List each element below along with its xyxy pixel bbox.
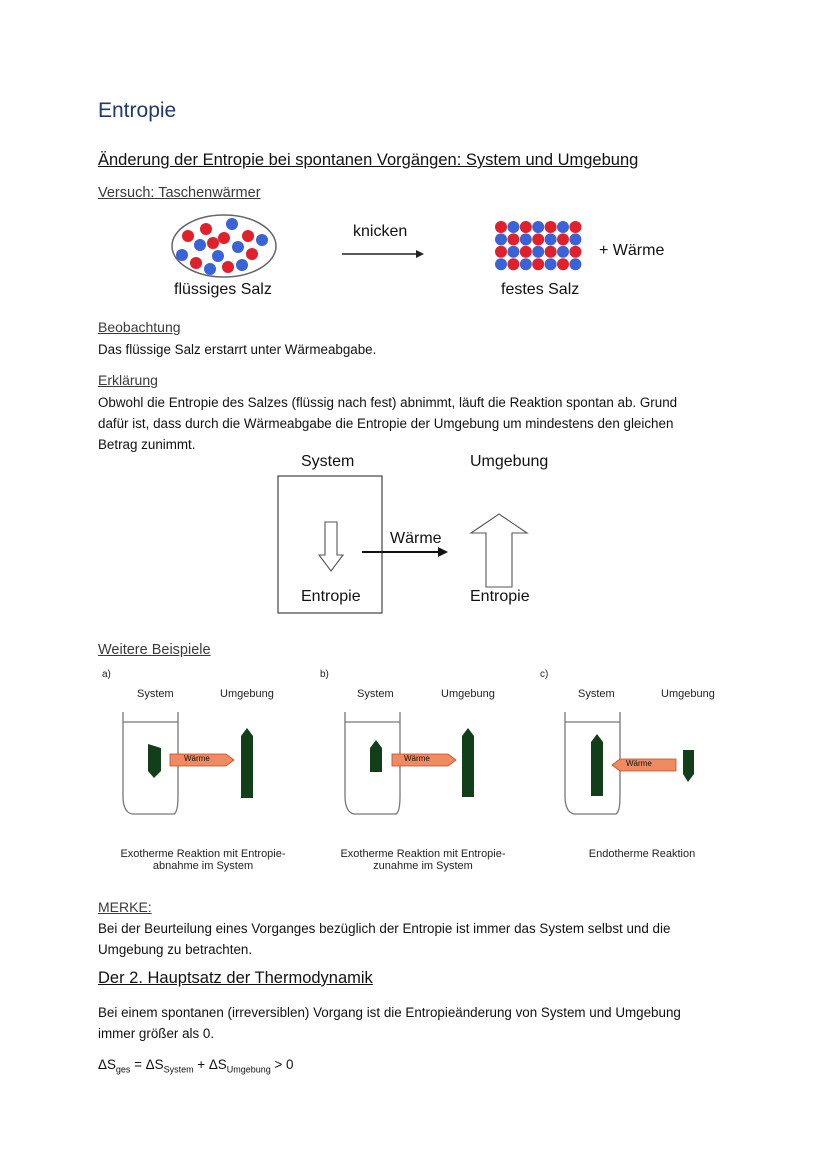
solid-salt-particle	[569, 258, 581, 270]
solid-salt-particle	[507, 233, 519, 245]
solid-salt-particle	[507, 221, 519, 233]
solid-salt-particle	[495, 246, 507, 258]
panel-c-system: System	[578, 688, 615, 700]
panel-b-surroundings: Umgebung	[441, 688, 495, 700]
entropy-surroundings-label: Entropie	[470, 588, 530, 605]
panel-b-system-block	[370, 740, 382, 772]
observation-title: Beobachtung	[98, 319, 181, 335]
solid-salt-particle	[507, 258, 519, 270]
solid-salt-particle	[557, 233, 569, 245]
solid-salt-label: festes Salz	[501, 281, 580, 298]
panel-a-surroundings: Umgebung	[220, 688, 274, 700]
solid-salt-particle	[495, 221, 507, 233]
solid-salt-particle	[569, 246, 581, 258]
panel-b-system: System	[357, 688, 394, 700]
experiment-title: Versuch: Taschenwärmer	[98, 185, 261, 201]
panel-c-system-block	[591, 734, 603, 796]
panel-a-system-block	[148, 744, 161, 778]
panel-b-diagram	[340, 708, 500, 820]
solid-salt-particle	[557, 221, 569, 233]
panel-a-system: System	[137, 688, 174, 700]
panel-a-caption-2: abnahme im System	[152, 860, 254, 872]
panel-c-caption-1: Endotherme Reaktion	[588, 848, 696, 860]
panel-b-heat-label: Wärme	[404, 754, 430, 763]
explanation-title: Erklärung	[98, 372, 158, 388]
knicken-label: knicken	[353, 223, 408, 240]
solid-salt-particle	[520, 246, 532, 258]
solid-salt-particle	[532, 258, 544, 270]
panel-b-surroundings-block	[462, 728, 474, 797]
panel-a-surroundings-block	[241, 728, 253, 798]
solid-salt-particle	[545, 221, 557, 233]
heat-transfer-label: Wärme	[390, 530, 442, 547]
heat-label: + Wärme	[599, 242, 665, 259]
examples-title: Weitere Beispiele	[98, 642, 211, 658]
entropy-formula: $\Delta S_{ges} = \Delta S_{System} + \Delta S_{Umgebung} > 0$	[98, 1057, 294, 1075]
surroundings-label: Umgebung	[470, 453, 549, 470]
liquid-salt-label: flüssiges Salz	[174, 281, 272, 298]
panel-b-letter: b)	[320, 669, 329, 680]
panel-a-letter: a)	[102, 669, 111, 680]
page-title: Entropie	[98, 99, 177, 122]
panel-c-heat-label: Wärme	[626, 759, 652, 768]
observation-text: Das flüssige Salz erstarrt unter Wärmeabgabe.	[98, 342, 377, 357]
solid-salt-particle	[532, 246, 544, 258]
merke-text: Bei der Beurteilung eines Vorganges bezüglich der Entropie ist immer das System selbst und die Umgebung zu betrachten.	[98, 921, 671, 957]
solid-salt-particle	[532, 221, 544, 233]
solid-salt-particle	[557, 246, 569, 258]
solid-salt-particle	[495, 233, 507, 245]
section-heading-entropy-change: Änderung der Entropie bei spontanen Vorgängen: System und Umgebung	[98, 151, 639, 169]
entropy-increase-arrow	[471, 514, 527, 587]
solid-salt-particle	[507, 246, 519, 258]
merke-title: MERKE:	[98, 899, 152, 915]
solid-salt-particle	[545, 246, 557, 258]
solid-salt-particle	[545, 233, 557, 245]
panel-b-caption-2: zunahme im System	[373, 860, 473, 872]
system-label: System	[301, 453, 355, 470]
solid-salt-particle	[532, 233, 544, 245]
solid-salt-particle	[557, 258, 569, 270]
panel-c-letter: c)	[540, 669, 549, 680]
solid-salt-particle	[569, 233, 581, 245]
panel-a-heat-label: Wärme	[184, 754, 210, 763]
panel-a-diagram	[118, 708, 278, 820]
solid-salt-particle	[520, 221, 532, 233]
entropy-system-label: Entropie	[301, 588, 361, 605]
panel-c-surroundings-block	[683, 750, 694, 782]
panel-c-surroundings: Umgebung	[661, 688, 715, 700]
solid-salt-particle	[569, 221, 581, 233]
explanation-text: Obwohl die Entropie des Salzes (flüssig nach fest) abnimmt, läuft die Reaktion spontan ab. Grund dafür ist, dass durch die Wärmeabgabe die Entropie der Umgebung um mindestens den gleichen Betrag zunimmt.	[98, 395, 678, 452]
solid-salt-particle	[495, 258, 507, 270]
solid-salt-particle	[545, 258, 557, 270]
second-law-text: Bei einem spontanen (irreversiblen) Vorgang ist die Entropieänderung von System und Umgebung immer größer als 0.	[98, 1005, 681, 1041]
solid-salt-grid	[495, 221, 581, 270]
second-law-heading: Der 2. Hauptsatz der Thermodynamik	[98, 969, 373, 987]
panel-a-caption-1: Exotherme Reaktion mit Entropie-	[120, 848, 286, 860]
panel-b-caption-1: Exotherme Reaktion mit Entropie-	[340, 848, 506, 860]
solid-salt-particle	[520, 258, 532, 270]
solid-salt-particle	[520, 233, 532, 245]
